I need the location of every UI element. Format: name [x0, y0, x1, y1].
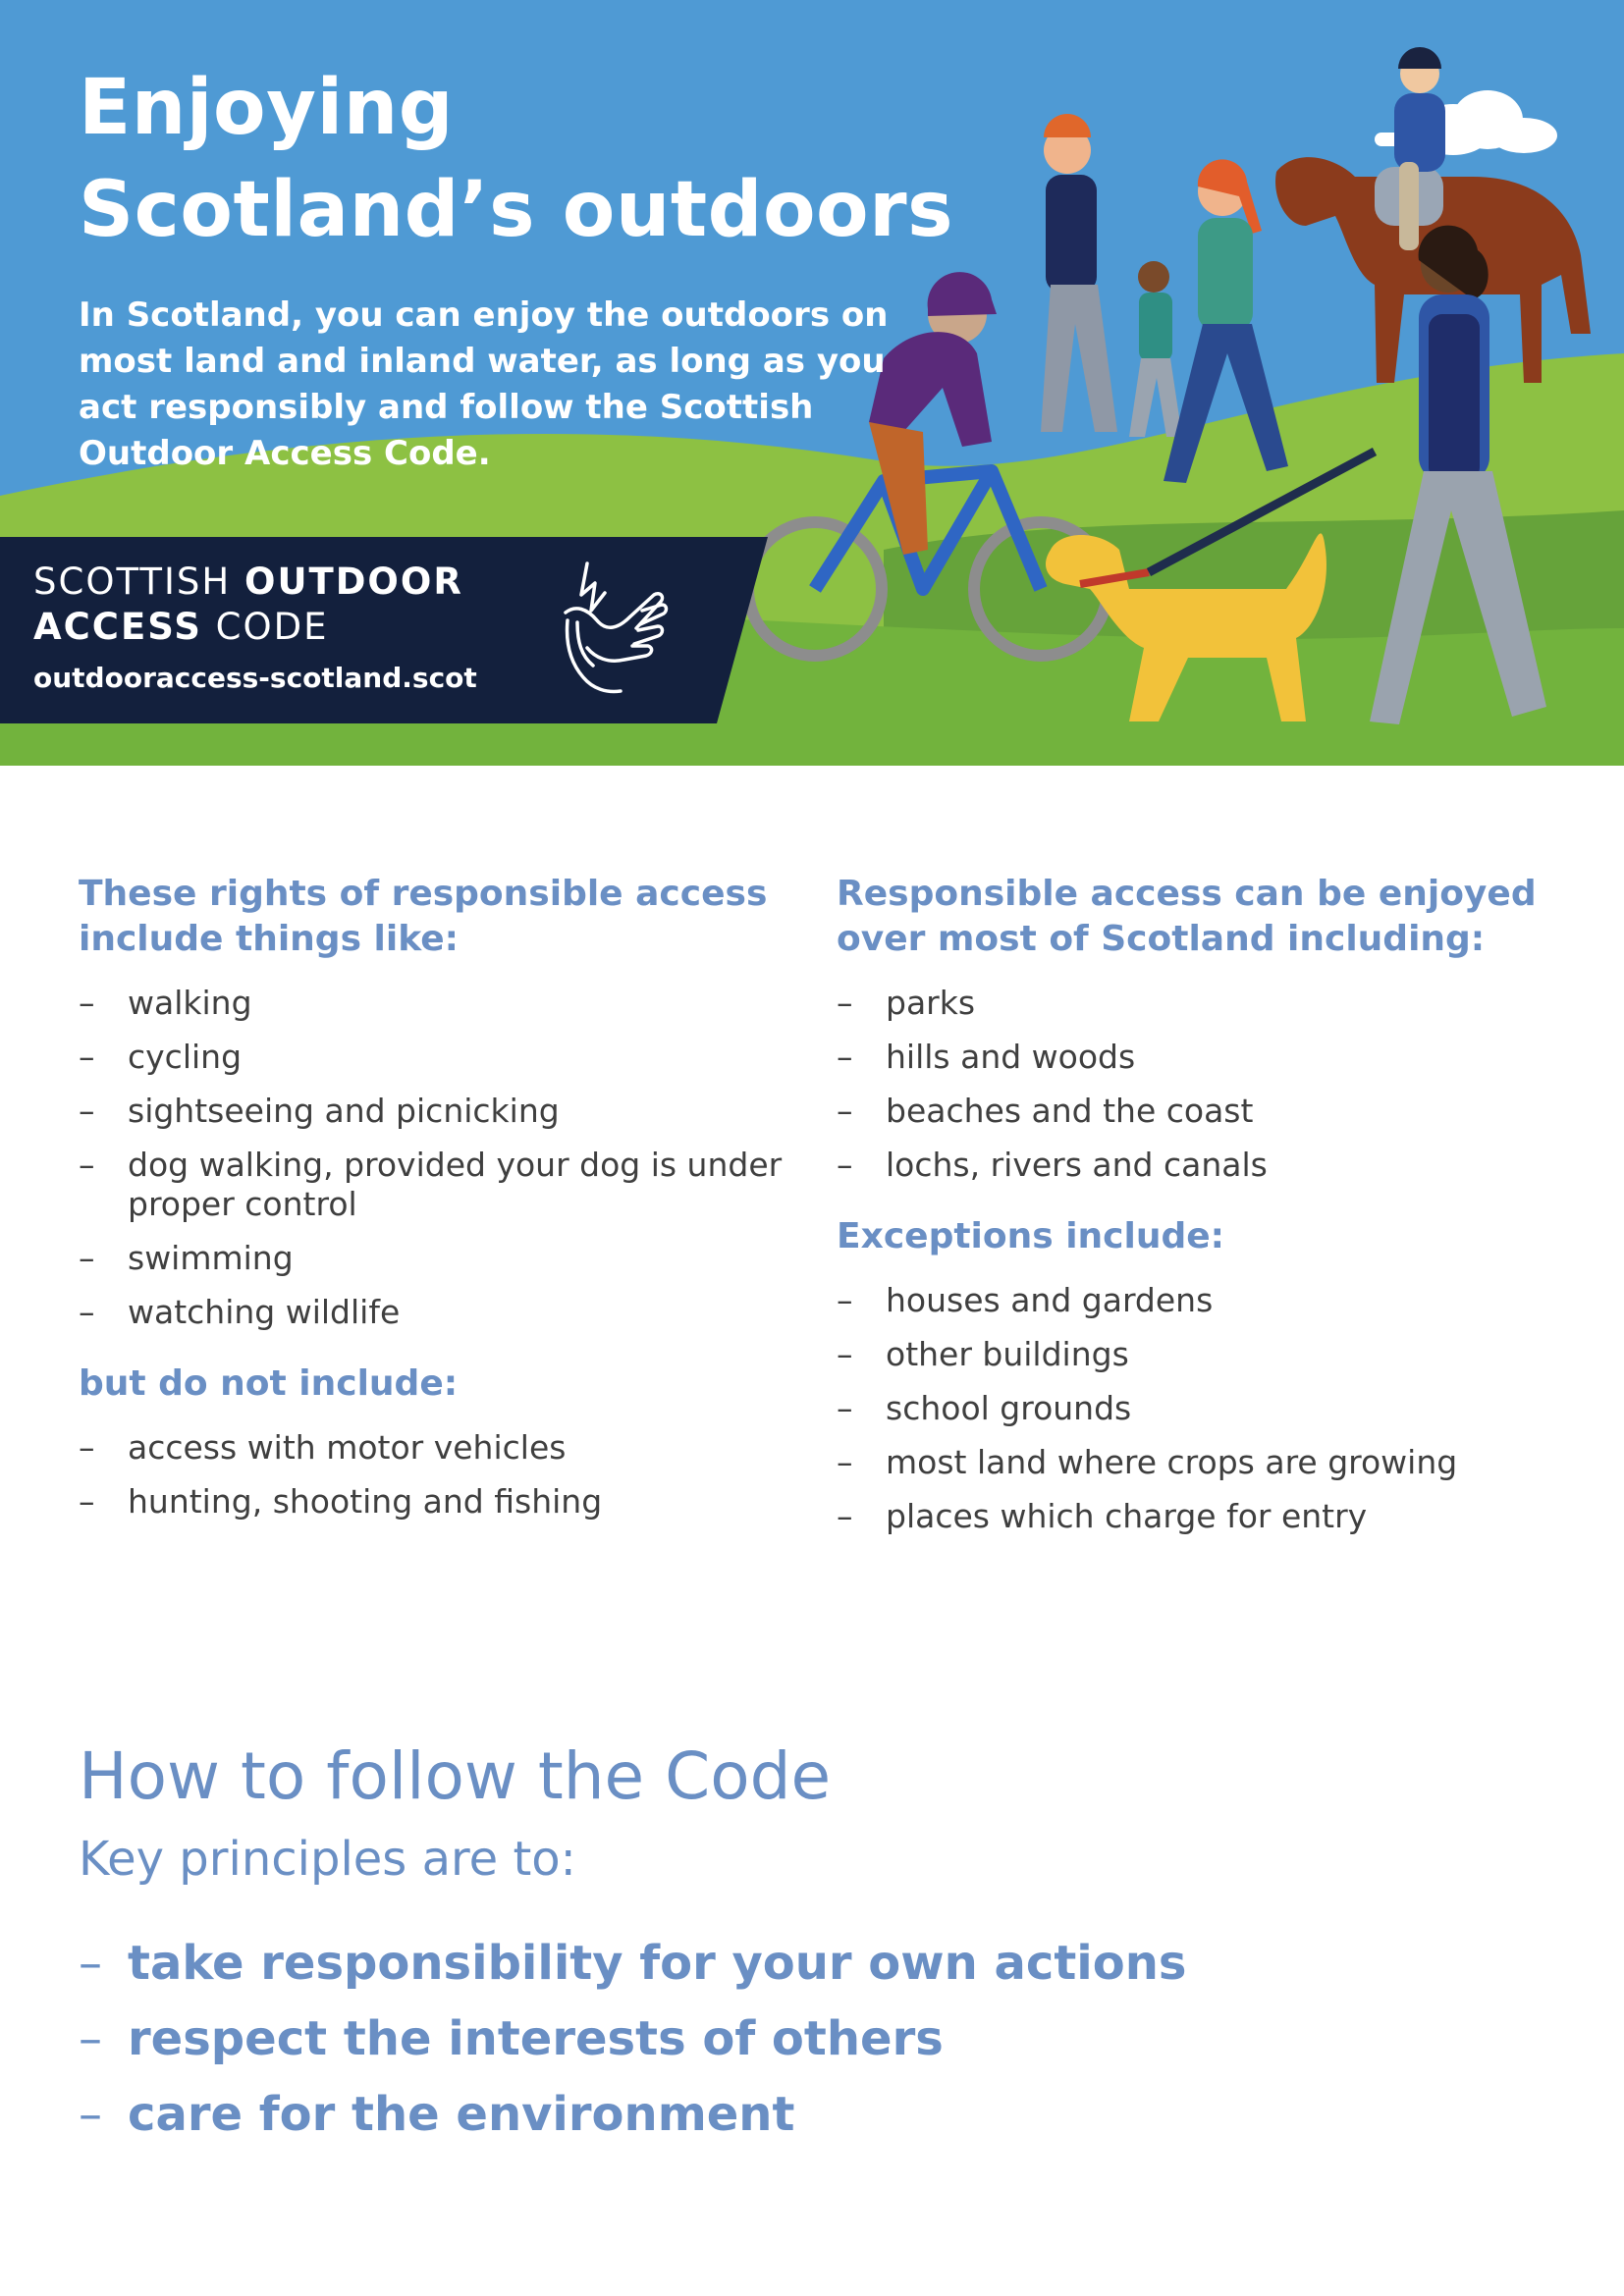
rights-heading: These rights of responsible access include things like:: [79, 874, 768, 959]
list-item: [79, 1146, 805, 1224]
dash: –: [837, 1281, 853, 1319]
list-item-text: lochs, rivers and canals: [886, 1146, 1268, 1184]
list-item-text: sightseeing and picnicking: [128, 1092, 560, 1130]
hero-banner: [0, 0, 1624, 766]
list-item: [837, 1497, 1563, 1536]
dash: –: [837, 1146, 853, 1184]
how-title: How to follow the Code: [79, 1738, 832, 1814]
dash: –: [79, 1038, 95, 1076]
principle-item: [79, 2085, 1551, 2144]
list-item-text: dog walking, provided your dog is under proper control: [128, 1146, 783, 1223]
list-item: [79, 984, 805, 1023]
list-item: [79, 1482, 805, 1522]
list-item: [837, 1092, 1563, 1131]
title-line-1: Enjoying: [79, 64, 455, 152]
list-item: [837, 1443, 1563, 1482]
hand-bird-logo-icon: [548, 554, 676, 701]
list-item-text: school grounds: [886, 1389, 1132, 1427]
list-item: [79, 1428, 805, 1468]
list-item-text: cycling: [128, 1038, 243, 1076]
right-column: [837, 872, 1563, 1566]
dash: –: [79, 1293, 95, 1331]
how-to-follow-section: [79, 1737, 1551, 2161]
list-item-text: watching wildlife: [128, 1293, 401, 1331]
exceptions-heading: Exceptions include:: [837, 1216, 1225, 1256]
dash: –: [79, 2087, 102, 2142]
banner-line-2: [33, 605, 477, 650]
dash: –: [79, 2011, 102, 2066]
not-included-heading: but do not include:: [79, 1363, 459, 1404]
left-column: [79, 872, 805, 1551]
list-item: [837, 984, 1563, 1023]
list-item-text: houses and gardens: [886, 1281, 1214, 1319]
dash: –: [79, 1146, 95, 1184]
principle-text: respect the interests of others: [128, 2011, 944, 2066]
website-link[interactable]: outdooraccess-scotland.scot: [33, 662, 477, 694]
title-line-2: Scotland’s outdoors: [79, 166, 954, 254]
list-item: [837, 1335, 1563, 1374]
how-subtitle: Key principles are to:: [79, 1832, 576, 1887]
list-item: [837, 1146, 1563, 1185]
list-item-text: hunting, shooting and fishing: [128, 1482, 603, 1521]
list-item-text: beaches and the coast: [886, 1092, 1254, 1130]
list-item: [837, 1281, 1563, 1320]
banner-word-code: CODE: [201, 606, 329, 648]
dash: –: [837, 1497, 853, 1535]
dash: –: [837, 984, 853, 1022]
dash: –: [79, 1428, 95, 1467]
banner-word-outdoor: OUTDOOR: [244, 561, 463, 603]
not-included-list: [79, 1428, 805, 1522]
exceptions-list: [837, 1281, 1563, 1536]
rights-list: [79, 984, 805, 1332]
places-list: [837, 984, 1563, 1185]
dash: –: [79, 984, 95, 1022]
list-item-text: swimming: [128, 1239, 294, 1277]
principle-text: care for the environment: [128, 2087, 795, 2142]
dash: –: [79, 1936, 102, 1991]
banner-line-1: [33, 560, 477, 605]
intro-text: In Scotland, you can enjoy the outdoors on most land and inland water, as long as you act responsibly and follow the Scottish Outdoor Access Code.: [79, 295, 889, 473]
dash: –: [79, 1239, 95, 1277]
page-title: [79, 57, 953, 261]
list-item-text: most land where crops are growing: [886, 1443, 1458, 1481]
dash: –: [837, 1038, 853, 1076]
dash: –: [79, 1482, 95, 1521]
list-item: [837, 1038, 1563, 1077]
dash: –: [79, 1092, 95, 1130]
list-item-text: hills and woods: [886, 1038, 1136, 1076]
list-item-text: access with motor vehicles: [128, 1428, 567, 1467]
dash: –: [837, 1443, 853, 1481]
principle-text: take responsibility for your own actions: [128, 1936, 1187, 1991]
list-item: [79, 1293, 805, 1332]
banner-word-scottish: SCOTTISH: [33, 561, 244, 603]
principle-item: [79, 1934, 1551, 1993]
list-item: [837, 1389, 1563, 1428]
principle-item: [79, 2009, 1551, 2068]
list-item-text: walking: [128, 984, 252, 1022]
dash: –: [837, 1389, 853, 1427]
list-item-text: parks: [886, 984, 976, 1022]
list-item-text: places which charge for entry: [886, 1497, 1368, 1535]
places-heading: Responsible access can be enjoyed over most of Scotland including:: [837, 874, 1537, 959]
dash: –: [837, 1335, 853, 1373]
banner-word-access: ACCESS: [33, 606, 202, 648]
list-item: [79, 1038, 805, 1077]
list-item: [79, 1239, 805, 1278]
list-item: [79, 1092, 805, 1131]
code-banner: [33, 560, 477, 694]
list-item-text: other buildings: [886, 1335, 1129, 1373]
principles-list: [79, 1934, 1551, 2144]
dash: –: [837, 1092, 853, 1130]
